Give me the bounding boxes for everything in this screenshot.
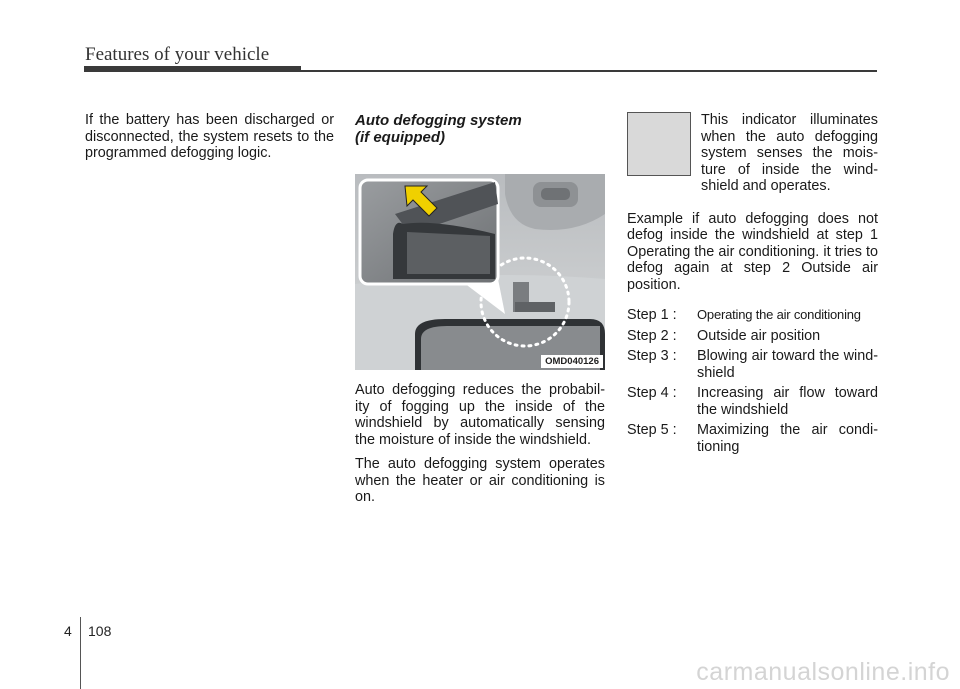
step-text: Blowing air toward the wind-shield (697, 348, 878, 381)
step-label: Step 5 : (627, 422, 677, 438)
footer-rule (80, 617, 81, 689)
step-list (627, 307, 878, 455)
step-text: Increasing air flow toward the windshield (697, 385, 878, 418)
column-3 (627, 112, 878, 459)
mirror-illustration (355, 174, 605, 370)
step-text: Operating the air conditioning (697, 307, 861, 322)
step-item (627, 307, 878, 324)
section-heading-line2: (if equipped) (355, 129, 445, 146)
page-header-title: Features of your vehicle (85, 44, 270, 65)
header-rule-thick (84, 66, 301, 72)
step-text: Outside air position (697, 327, 821, 344)
step-text: Maximizing the air condi-tioning (697, 422, 878, 455)
step-label: Step 3 : (627, 348, 677, 364)
auto-defog-operation: The auto defogging system operates when the heater or air conditioning is on. (355, 456, 605, 505)
column-2-text (355, 382, 605, 506)
step-item (627, 422, 878, 455)
figure-caption: OMD040126 (541, 355, 603, 368)
step-item (627, 348, 878, 381)
column-2 (355, 112, 605, 506)
page-number: 108 (88, 623, 112, 639)
section-heading (355, 112, 605, 146)
indicator-description: This indicator illuminates when the auto defogging system senses the mois-ture of inside the wind-shield and operates. (701, 112, 878, 194)
example-paragraph: Example if auto defogging does not defog inside the windshield at step 1 Operating the air conditioning. it tries to defog again at step 2 Outside air position. (627, 210, 878, 293)
step-item (627, 328, 878, 345)
battery-reset-paragraph: If the battery has been discharged or disconnected, the system resets to the programmed defogging logic. (85, 112, 334, 161)
auto-defog-description: Auto defogging reduces the probabil-ity of fogging up the inside of the windshield by automatically sensing the moisture of inside the windshield. (355, 382, 605, 448)
defog-sensor-figure (355, 174, 605, 370)
step-label: Step 1 : (627, 307, 677, 323)
step-item (627, 385, 878, 418)
chapter-number: 4 (64, 623, 72, 639)
section-heading-line1: Auto defogging system (355, 112, 522, 129)
step-label: Step 2 : (627, 327, 677, 344)
column-1 (85, 112, 334, 162)
step-label: Step 4 : (627, 385, 677, 401)
watermark-link[interactable]: carmanualsonline.info (696, 658, 950, 686)
indicator-icon-placeholder (627, 112, 691, 176)
header-rule-thin (301, 70, 877, 72)
